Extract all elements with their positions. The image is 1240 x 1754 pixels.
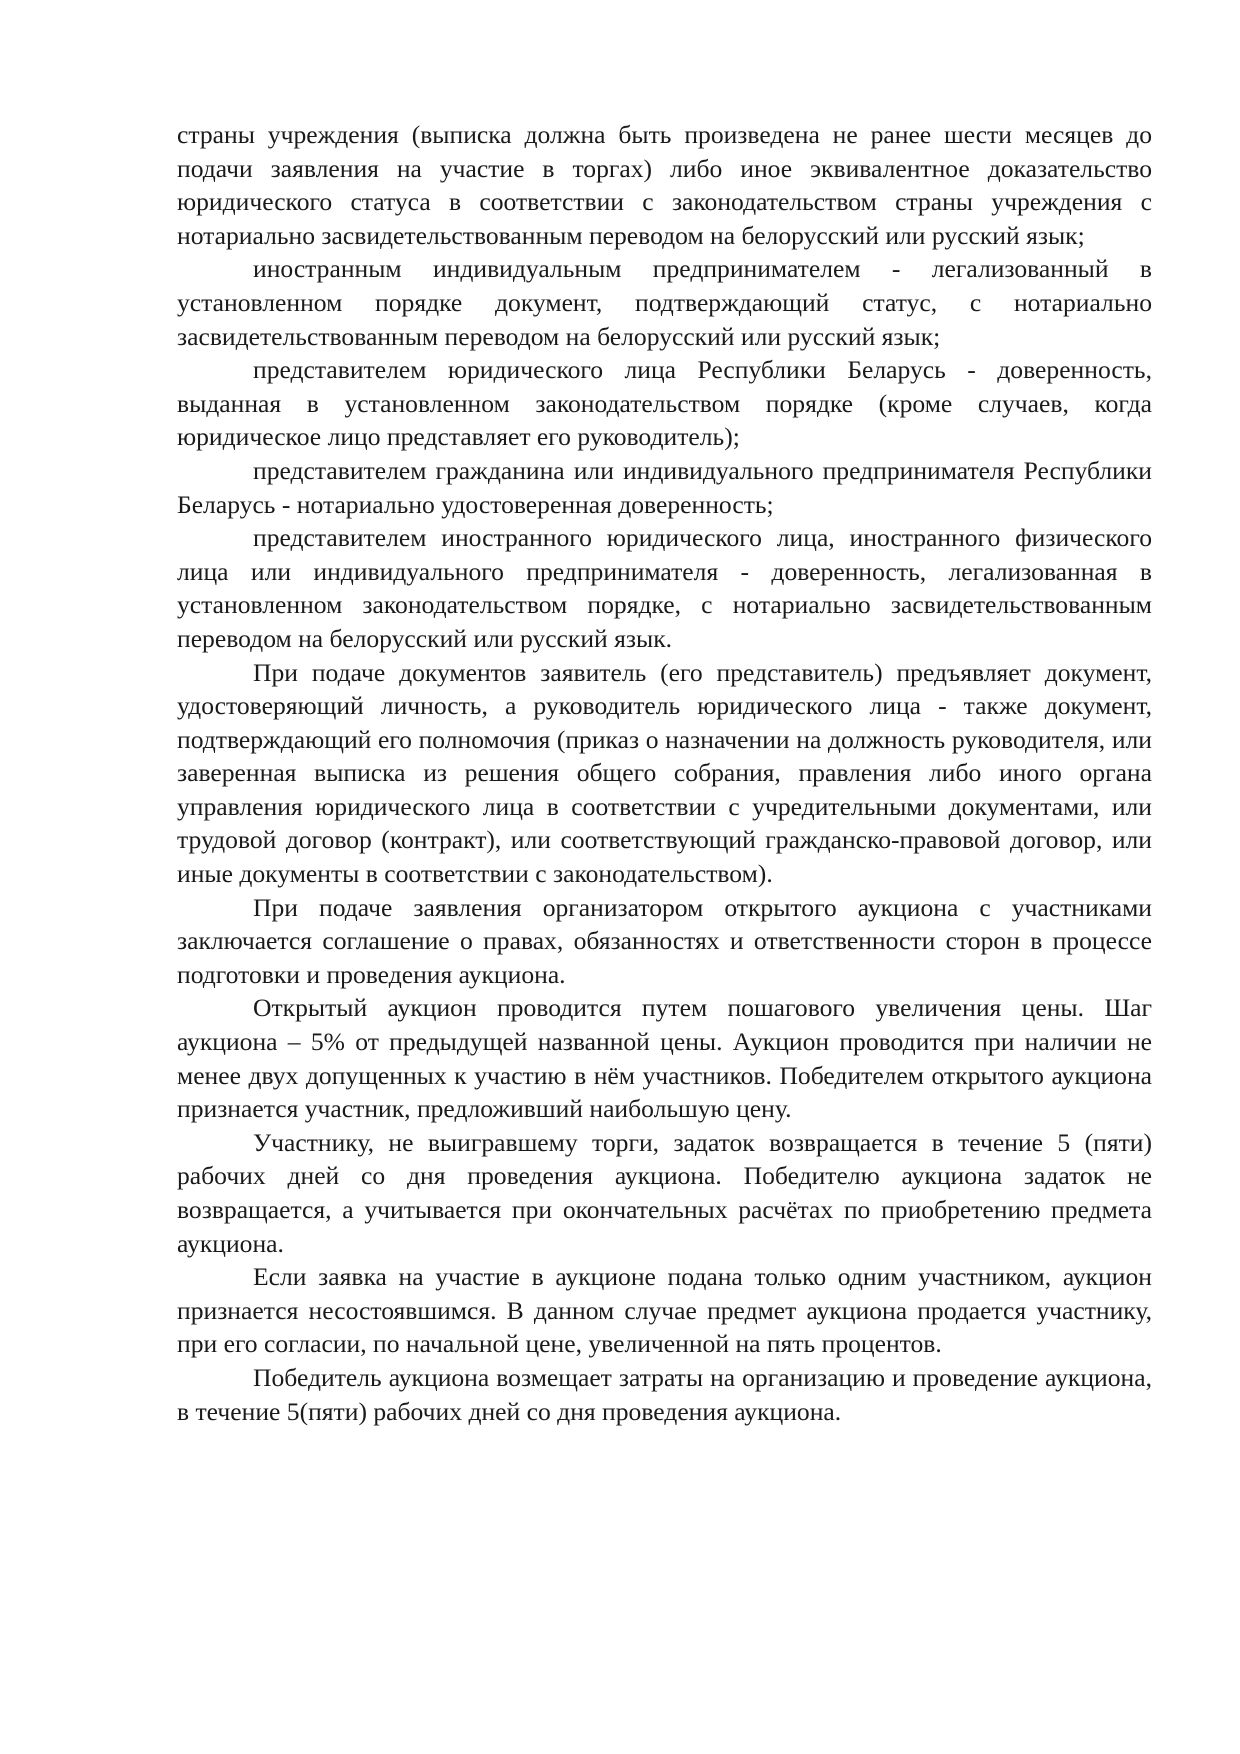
paragraph-foreign-entrepreneur: иностранным индивидуальным предпринимателем - легализованный в установленном порядке документ, подтверждающий статус, с нотариально засвидетельствованным переводом на белорусский или русский язык;	[177, 254, 1152, 351]
paragraph-single-participant: Если заявка на участие в аукционе подана только одним участником, аукцион признается несостоявшимся. В данном случае предмет аукциона продается участнику, при его согласии, по начальной цене, увеличенной на пять процентов.	[177, 1262, 1152, 1359]
paragraph-legal-entity-representative: представителем юридического лица Республики Беларусь - доверенность, выданная в установленном законодательством порядке (кроме случаев, когда юридическое лицо представляет его руководитель);	[177, 355, 1152, 452]
paragraph-auction-procedure: Открытый аукцион проводится путем пошагового увеличения цены. Шаг аукциона – 5% от предыдущей названной цены. Аукцион проводится при наличии не менее двух допущенных к участию в нём участников. Победителем открытого аукциона признается участник, предложивший наибольшую цену.	[177, 993, 1152, 1124]
paragraph-citizen-representative: представителем гражданина или индивидуального предпринимателя Республики Беларусь - нотариально удостоверенная доверенность;	[177, 455, 1152, 519]
paragraph-deposit-return: Участнику, не выигравшему торги, задаток возвращается в течение 5 (пяти) рабочих дней со дня проведения аукциона. Победителю аукциона задаток не возвращается, а учитывается при окончательных расчётах по приобретению предмета аукциона.	[177, 1127, 1152, 1258]
document-body	[177, 118, 1152, 1428]
paragraph-foreign-representative: представителем иностранного юридического лица, иностранного физического лица или индивидуального предпринимателя - доверенность, легализованная в установленном законодательством порядке, с нотариально засвидетельствованным переводом на белорусский или русский язык.	[177, 523, 1152, 653]
paragraph-winner-costs: Победитель аукциона возмещает затраты на организацию и проведение аукциона, в течение 5(пяти) рабочих дней со дня проведения аукциона.	[177, 1362, 1152, 1426]
paragraph-continued-legal-status: страны учреждения (выписка должна быть произведена не ранее шести месяцев до подачи заявления на участие в торгах) либо иное эквивалентное доказательство юридического статуса в соответствии с законодательством страны учреждения с нотариально засвидетельствованным переводом на белорусский или русский язык;	[177, 120, 1152, 250]
paragraph-agreement: При подаче заявления организатором открытого аукциона с участниками заключается соглашение о правах, обязанностях и ответственности сторон в процессе подготовки и проведения аукциона.	[177, 892, 1152, 989]
paragraph-document-submission: При подаче документов заявитель (его представитель) предъявляет документ, удостоверяющий личность, а руководитель юридического лица - также документ, подтверждающий его полномочия (приказ о назначении на должность руководителя, или заверенная выписка из решения общего собрания, правления либо иного органа управления юридического лица в соответствии с учредительными документами, или трудовой договор (контракт), или соответствующий гражданско-правовой договор, или иные документы в соответствии с законодательством).	[177, 657, 1152, 889]
